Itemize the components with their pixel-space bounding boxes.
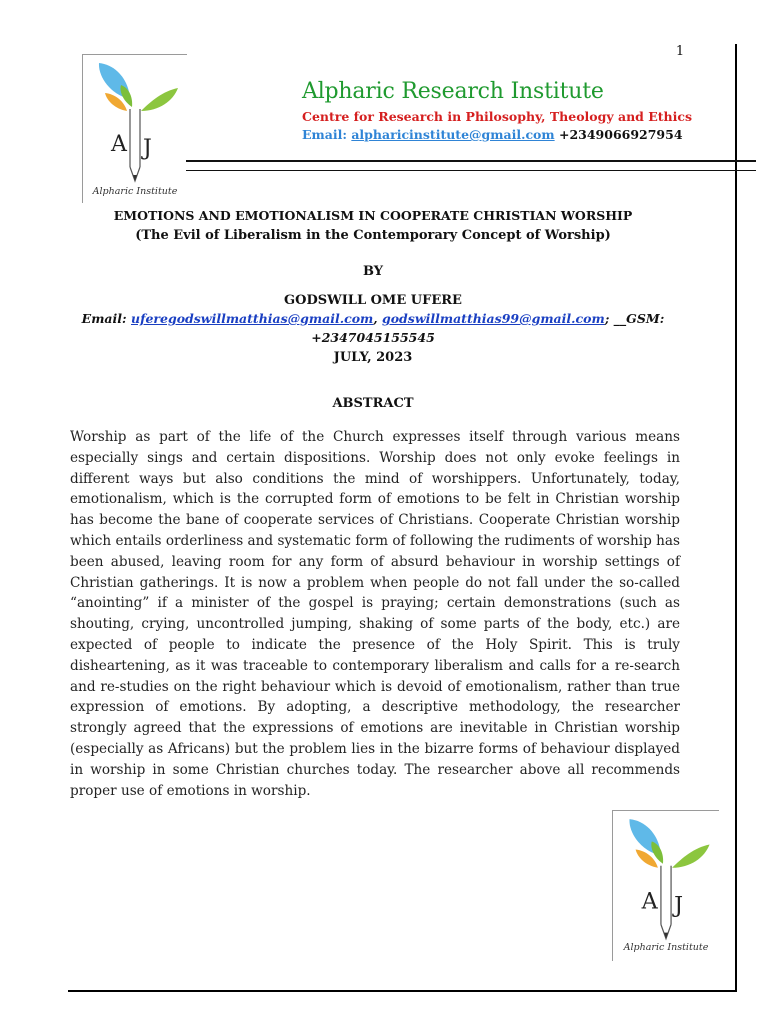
header-rule-thick xyxy=(186,160,756,162)
logo-letter-a: A xyxy=(641,888,658,915)
paper-subtitle: (The Evil of Liberalism in the Contemporary Concept of Worship) xyxy=(135,228,611,243)
lime-leaf-icon xyxy=(141,88,178,111)
header-rule-thin xyxy=(186,170,756,171)
logo-letter-j: J xyxy=(674,892,684,919)
logo-letter-a: A xyxy=(111,132,127,157)
author-email-line xyxy=(68,311,678,326)
by-line: BY xyxy=(362,264,384,279)
author-gsm: +2347045155545 xyxy=(311,330,435,345)
page-number: 1 xyxy=(675,44,685,59)
page-border-bottom xyxy=(68,990,737,992)
author-email-link-1[interactable]: uferegodswillmatthias@gmail.com xyxy=(131,311,374,326)
abstract-heading: ABSTRACT xyxy=(332,396,414,411)
author-email-label: Email: xyxy=(81,311,127,326)
logo-caption-bottom: Alpharic Institute xyxy=(623,942,709,953)
abstract-text: Worship as part of the life of the Church expresses itself through various means especially sings and certain dispositions. Worship does not only evoke feelings in different ways but also conditions the mind of worshippers. Unfortunately, today, emotionalism, which is the corrupted form of emotions to be felt in Christian worship has become the bane of cooperate services of Christians. Cooperate Christian worship which entails orderliness and systematic form of following the rudiments of worship has been abused, leaving room for any form of absurd behaviour in worship settings of Christian gatherings. It is now a problem when people do not fall under the so-called “anointing” if a minister of the gospel is praying; certain demonstrations (such as shouting, crying, uncontrolled jumping, shaking of some parts of the body, etc.) are expected of people to indicate the presence of the Holy Spirit. This is truly disheartening, as it was traceable to contemporary liberalism and calls for a re-search and re-studies on the right behaviour which is devoid of emotionalism, rather than true expression of emotions. By adopting, a descriptive methodology, the researcher strongly agreed that the expressions of emotions are inevitable in Christian worship (especially as Africans) but the problem lies in the bizarre forms of behaviour displayed in worship in some Christian churches today. The researcher above all recommends proper use of emotions in worship. xyxy=(70,429,680,799)
institute-logo xyxy=(82,54,187,203)
logo-caption: Alpharic Institute xyxy=(92,186,178,197)
institute-email-link[interactable]: alpharicinstitute@gmail.com xyxy=(351,127,555,142)
institute-centre: Centre for Research in Philosophy, Theology and Ethics xyxy=(302,109,693,124)
logo-letter-j: J xyxy=(143,136,152,161)
gsm-label: ; __GSM: xyxy=(604,311,665,326)
page-border-right xyxy=(735,44,737,992)
author-name: GODSWILL OME UFERE xyxy=(284,293,462,308)
institute-email-label: Email: xyxy=(302,127,347,142)
institute-logo-bottom xyxy=(612,810,719,961)
email-separator: , xyxy=(373,311,378,326)
institute-name: Alpharic Research Institute xyxy=(302,79,604,104)
paper-date: JULY, 2023 xyxy=(333,350,413,365)
paper-title: EMOTIONS AND EMOTIONALISM IN COOPERATE CHRISTIAN WORSHIP xyxy=(113,208,633,223)
institute-phone: +2349066927954 xyxy=(558,127,683,142)
logo-graphic xyxy=(83,55,187,203)
logo-graphic-bottom xyxy=(613,811,719,961)
institute-contact xyxy=(302,127,683,142)
lime-leaf-icon xyxy=(672,844,710,867)
author-email-link-2[interactable]: godswillmatthias99@gmail.com xyxy=(381,311,605,326)
